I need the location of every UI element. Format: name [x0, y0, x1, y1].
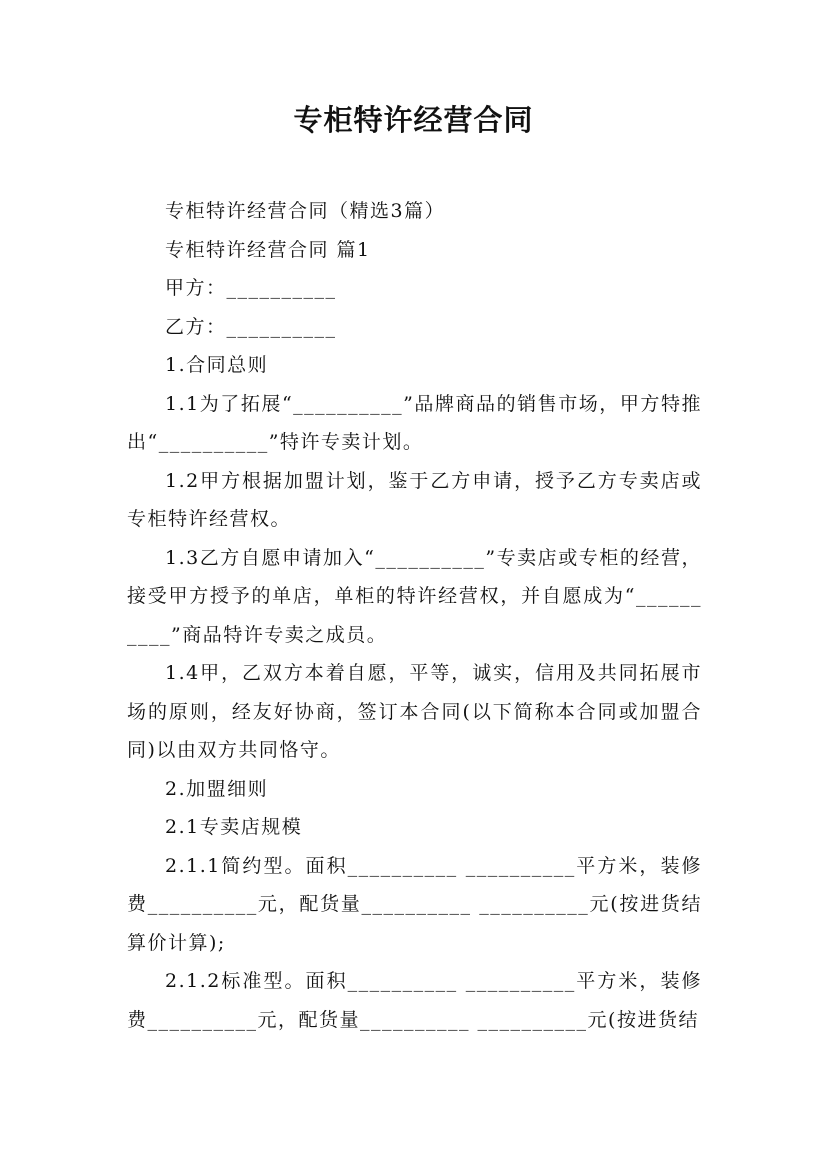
- document-body: [127, 192, 702, 1039]
- paragraph-party-b: 乙方：__________: [165, 315, 337, 338]
- paragraph-2-1-1: 2.1.1简约型。面积__________ __________平方米，装修费__________元，配货量__________ __________元(按进货结算价计算);: [127, 854, 702, 954]
- document-title: 专柜特许经营合同: [293, 103, 534, 137]
- paragraph-1-1: 1.1为了拓展“__________”品牌商品的销售市场，甲方特推出“__________”特许专卖计划。: [127, 392, 702, 453]
- paragraph-1-4: 1.4甲，乙双方本着自愿，平等，诚实，信用及共同拓展市场的原则，经友好协商，签订本合同(以下简称本合同或加盟合同)以由双方共同恪守。: [127, 662, 702, 761]
- paragraph-heading-2: 2.加盟细则: [165, 777, 269, 800]
- paragraph-2-1: 2.1专卖店规模: [165, 816, 303, 838]
- paragraph-section-heading: 专柜特许经营合同 篇1: [165, 238, 371, 261]
- paragraph-1-3: 1.3乙方自愿申请加入“__________”专卖店或专柜的经营，接受甲方授予的单店，单柜的特许经营权，并自愿成为“__________”商品特许专卖之成员。: [127, 546, 702, 646]
- paragraph-party-a: 甲方：__________: [165, 277, 337, 299]
- paragraph-1-2: 1.2甲方根据加盟计划，鉴于乙方申请，授予乙方专卖店或专柜特许经营权。: [127, 469, 702, 530]
- paragraph-2-1-2: 2.1.2标准型。面积__________ __________平方米，装修费__________元，配货量__________ __________元(按进货结: [127, 970, 702, 1031]
- paragraph-heading-1: 1.合同总则: [165, 354, 269, 376]
- paragraph-subtitle: 专柜特许经营合同（精选3篇）: [165, 200, 446, 222]
